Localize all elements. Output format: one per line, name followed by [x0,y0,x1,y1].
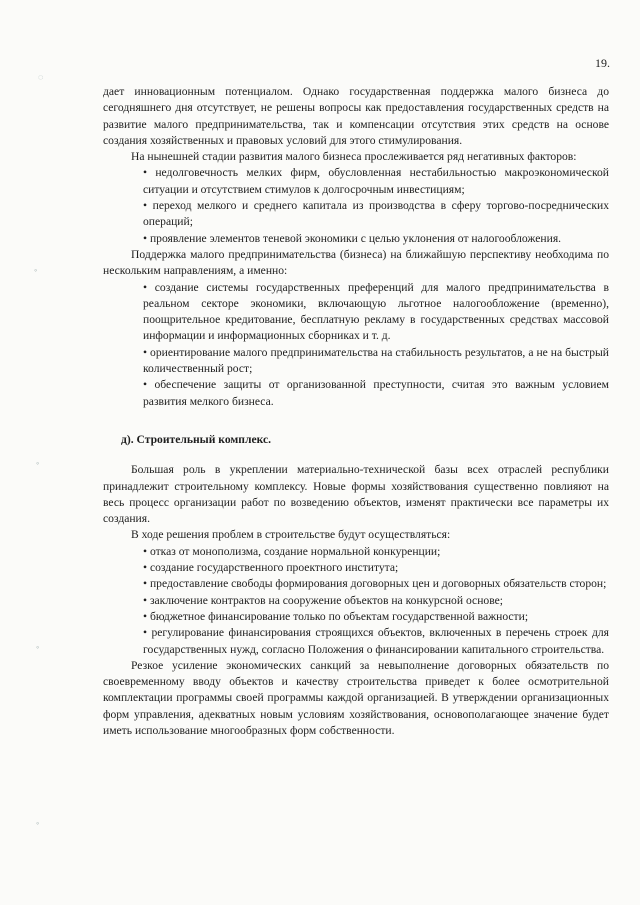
bullet-item: • создание системы государственных преференций для малого предпринимательства в реальном секторе экономики, включающую льготное налогообложение (временно), поощрительное кредитование, бесплатную рекламу в государственных средствах массовой информации и информационных сборниках и т. д. [143,280,609,343]
paragraph: Резкое усиление экономических санкций за невыполнение договорных обязательств по своевременному вводу объектов и качеству строительства приведет к более осмотрительной комплектации программы своей программы каждой организацией. В утверждении организационных форм управления, адекватных новым условиям хозяйствования, основополагающее значение будет иметь использование многообразных форм собственности. [103,658,609,737]
scan-mark: ◦ [36,818,40,828]
bullet-item: • переход мелкого и среднего капитала из производства в сферу торгово-посреднических операций; [143,199,609,229]
bullet-item: • обеспечение защиты от организованной преступности, считая это важным условием развития мелкого бизнеса. [143,378,609,408]
section-heading: д). Строительный комплекс. [121,432,272,446]
bullet-item: • проявление элементов теневой экономики с целью уклонения от налогообложения. [143,231,562,245]
bullet-item: • ориентирование малого предпринимательства на стабильность результатов, а не на быстрый количественный рост; [143,345,609,376]
paragraph: дает инновационным потенциалом. Однако государственная поддержка малого бизнеса до сегодняшнего дня отсутствует, не решены вопросы как предоставления государственных средств на развитие малого предпринимательства, так и компенсации отсутствия этих средств на основе создания хозяйственных и правовых условий для этого стимулирования. [103,85,609,147]
paragraph: Большая роль в укреплении материально-технической базы всех отраслей республики принадлежит строительному комплексу. Новые формы хозяйствования существенно повлияют на весь процесс организации работ по возведению объектов, изменят практически все параметры их создания. [103,463,609,526]
scan-mark: ◦ [34,265,38,275]
bullet-item: • недолговечность мелких фирм, обусловленная нестабильностью макроэкономической ситуации и отсутствием стимулов к долгосрочным инвестициям; [143,166,609,196]
scan-mark: ◦ [36,458,40,468]
bullet-item: • заключение контрактов на сооружение объектов на конкурсной основе; [143,593,503,607]
paragraph: В ходе решения проблем в строительстве будут осуществляться: [131,528,451,542]
scan-mark: ◌ [38,72,44,82]
bullet-item: • создание государственного проектного института; [143,561,399,575]
paragraph: Поддержка малого предпринимательства (бизнеса) на ближайшую перспективу необходима по нескольким направлениям, а именно: [103,247,609,278]
page-number: 19. [595,56,610,70]
bullet-item: • бюджетное финансирование только по объектам государственной важности; [143,609,529,623]
bullet-item: • предоставление свободы формирования договорных цен и договорных обязательств сторон; [143,577,607,591]
bullet-item: • регулирование финансирования строящихся объектов, включенных в перечень строек для государственных нужд, согласно Положения о финансировании капитального строительства. [143,626,609,656]
scan-mark: ◦ [36,642,40,652]
document-body [103,84,609,739]
bullet-item: • отказ от монополизма, создание нормальной конкуренции; [143,544,441,558]
paragraph: На нынешней стадии развития малого бизнеса прослеживается ряд негативных факторов: [131,150,577,164]
